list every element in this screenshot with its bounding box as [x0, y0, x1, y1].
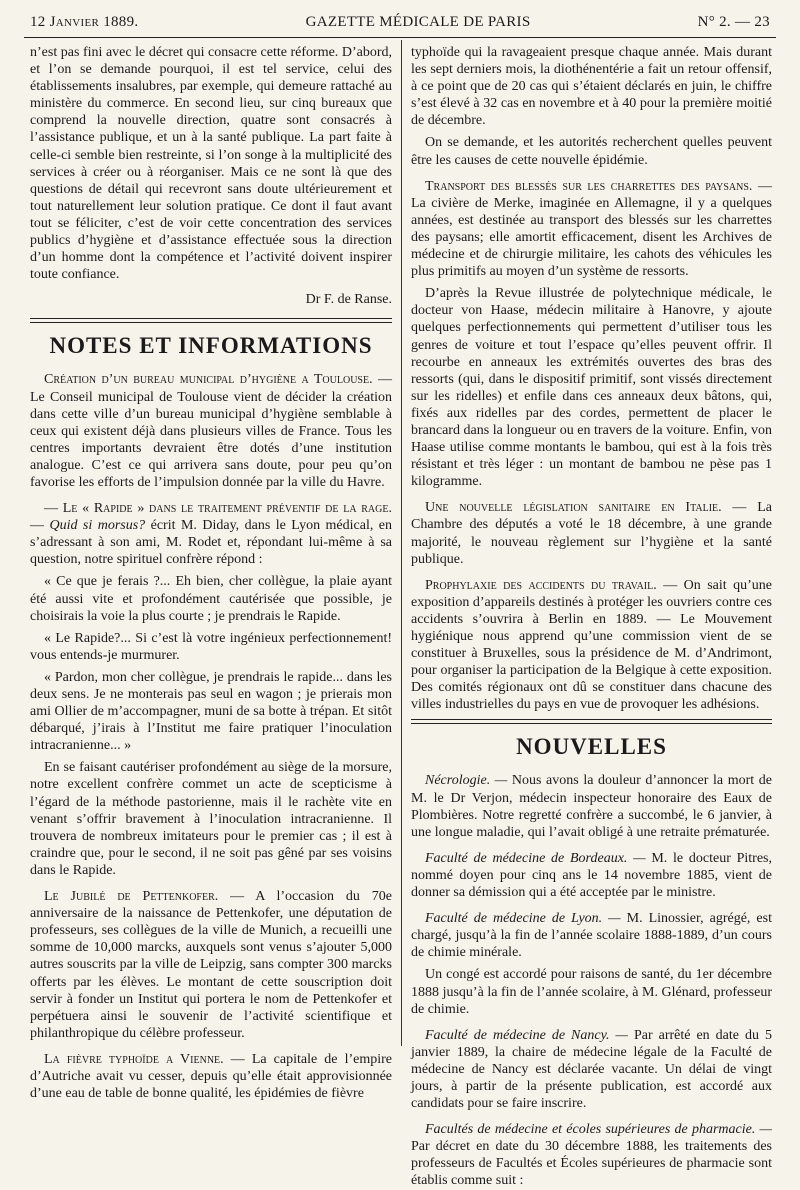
header-number: N° 2. — 23 — [697, 14, 770, 30]
item-prophylaxie — [411, 577, 772, 714]
item-heading: Le Jubilé de Pettenkofer. — — [44, 889, 245, 905]
header-title: GAZETTE MÉDICALE DE PARIS — [305, 14, 531, 30]
item-necrologie — [411, 772, 772, 840]
item-body: La civière de Merke, imaginée en Allemagne, il y a quelques années, est destinée au transport des blessés sur les charrettes des paysans; elle amortit efficacement, disent les Archives de médecine et de chirurgie militaire, les cahots des véhicules les plus primitifs au moyen d’un système de ressorts. — [411, 195, 772, 280]
item-body: On sait qu’une exposition d’appareils destinés à protéger les ouvriers contre ces accidents s’ouvrira à Berlin en 1889. — Le Mouvement hygiénique nous apprend qu’une commission vient de se constituer à Bruxelles, sous la présidence de M. d’Andrimont, pour organiser la participation de la Belgique à cette exposition. Des comités régionaux ont dû se constituer dans chacune des villes industrielles du pays en vue de provoquer les adhésions. — [411, 577, 772, 713]
item-fievre — [30, 1051, 392, 1102]
item-paragraph: D’après la Revue illustrée de polytechnique médicale, le docteur von Haase, médecin militaire à Hanovre, y ajoute quelques perfectionnements qui permettent d’utiliser tous les genres de voiture et tout l’espace qu’elles peuvent offrir. Il recourbe en anneaux les extrémités ouvertes des bras des ressorts (qui, dans le dispositif primitif, sont vissés directement sur les ridelles) et enfile dans ces anneaux deux bâtons, qui, fixés aux ridelles par des cordes, permettent de placer le brancard dans la longueur ou en travers de la voiture. Enfin, von Haase utilise comme montants le bambou, qui est à la fois très résistant et très léger : un montant de bambou ne pèse pas 1 kilogramme. — [411, 286, 772, 490]
right-column — [411, 44, 772, 1189]
item-heading: Une nouvelle législation sanitaire en Italie. — — [425, 500, 747, 516]
item-body: Par décret en date du 30 décembre 1888, les traitements des professeurs de Facultés et Écoles supérieures de pharmacie sont établis comme suit : — [411, 1139, 772, 1189]
item-heading: Facultés de médecine et écoles supérieures de pharmacie. — — [425, 1122, 772, 1138]
column-divider — [401, 40, 402, 1046]
item-bordeaux — [411, 850, 772, 901]
item-body: A l’occasion du 70e anniversaire de la naissance de Pettenkofer, une députation de professeurs, ses collègues de la ville de Munich, a recueilli une somme de 10,000 marcks, auxquels sont venus s’ajouter 5,000 autres souscrits par la ville de Leipzig, sans compter 300 marcks offerts par les élèves. Le montant de cette souscription doit servir à fonder un Institut qui portera le nom de Pettenkofer et perpétuera ainsi le souvenir de l’activité scientifique et philanthropique du célèbre professeur. — [30, 889, 392, 1041]
section-title-notes: NOTES ET INFORMATIONS — [49, 333, 373, 359]
item-body: Le Conseil municipal de Toulouse vient de décider la création dans cette ville d’un bureau municipal d’hygiène semblable à ceux qui existent déjà dans plusieurs villes de France. Tous les centres importants devraient être dotés d’une institution analogue. C’est ce qui arrivera sans doute, pour peu qu’on favorise les efforts de l’impulsion donnée par la ville du Havre. — [30, 389, 392, 490]
item-body: Par arrêté en date du 5 janvier 1889, la chaire de médecine légale de la Faculté de médecine de Nancy est déclarée vacante. Un délai de vingt jours, à partir de la présente publication, est accordé aux candidats pour se faire inscrire. — [411, 1027, 772, 1112]
item-body: M. Linossier, agrégé, est chargé, jusqu’à la fin de l’année scolaire 1888-1889, d’un cours de chimie minérale. — [411, 911, 772, 961]
quote-paragraph: « Ce que je ferais ?... Eh bien, cher collègue, la plaie ayant été aussi vite et profondément cautérisée que possible, je choisirais la voie la plus courte ; je prendrais le Rapide. — [30, 574, 392, 624]
item-body: Nous avons la douleur d’annoncer la mort de M. le Dr Verjon, médecin inspecteur honoraire des Eaux de Plombières. Notre regretté confrère a succombé, le 6 janvier, à une longue maladie, qui l’avait obligé à une retraite prématurée. — [411, 773, 772, 840]
quote-block — [30, 573, 392, 754]
item-heading: La fièvre typhoïde a Vienne. — — [44, 1051, 245, 1067]
left-column — [30, 44, 392, 1102]
item-body: M. le docteur Pitres, nommé doyen pour cinq ans le 14 novembre 1885, vient de donner sa démission qui a été acceptée par le ministre. — [411, 850, 772, 901]
article-continuation: typhoïde qui la ravageaient presque chaque année. Mais durant les sept derniers mois, la diothénentérie a fait un retour offensif, à ce point que de 20 cas qui s’étaient déclarés en juin, le chiffre s’est élevé à 32 cas en novembre et à 40 pour la première moitié de décembre. — [411, 45, 772, 129]
header-date: 12 Janvier 1889. — [30, 14, 139, 30]
item-heading: Faculté de médecine de Bordeaux. — — [425, 850, 646, 866]
item-rapide — [30, 500, 392, 568]
section-title-nouvelles: NOUVELLES — [516, 734, 667, 760]
section-rule — [411, 719, 772, 724]
item-body: écrit M. Diday, dans le Lyon médical, en s’adressant à son ami, M. Rodet et, répondant lui-même à sa question, notre spirituel confrère répond : — [30, 518, 392, 568]
item-heading: Transport des blessés sur les charrettes des paysans. — — [425, 178, 772, 194]
item-nancy — [411, 1027, 772, 1112]
item-lyon — [411, 910, 772, 961]
page-header — [30, 14, 770, 36]
item-legislation — [411, 499, 772, 567]
item-facultes — [411, 1121, 772, 1189]
item-paragraph: En se faisant cautériser profondément au siège de la morsure, notre excellent confrère commet un acte de scepticisme à l’égard de la méthode pastorienne, mais il le rachète vite en venant s’offrir bravement à l’inoculation intracranienne. Il trouvera de nombreux imitateurs pour le premier cas ; il est à craindre que, pour le second, il ne soit pas gêné par ses voisins dans le Rapide. — [30, 760, 392, 878]
item-body: La Chambre des députés a voté le 18 décembre, à une grande majorité, le nouveau règlement sur l’hygiène et la santé publique. — [411, 500, 772, 567]
quote-paragraph: « Le Rapide?... Si c’est là votre ingénieux perfectionnement! vous entends-je murmurer. — [30, 630, 392, 663]
item-paragraph: Un congé est accordé pour raisons de santé, du 1er décembre 1888 jusqu’à la fin de l’année scolaire, à M. Glénard, professeur de chimie. — [411, 967, 772, 1017]
item-quote-latin: Quid si morsus? — [49, 518, 146, 534]
item-heading: Faculté de médecine de Nancy. — — [425, 1027, 628, 1043]
article-continuation: n’est pas fini avec le décret qui consacre cette réforme. D’abord, et l’on se demande pourquoi, il est tel service, celui des établissements insalubres, par exemple, qui demeure rattaché au ministère du commerce. En second lieu, sur cinq bureaux que comprend la nouvelle direction, quatre sont consacrés à l’assistance publique, et un à la santé publique. La part faite à celle-ci semble bien restreinte, si l’on songe à la multiplicité des services à créer ou à réorganiser. Mais ce ne sont là que des questions de détail qui recevront sans doute ultérieurement et tout naturellement leur solution pratique. Ce dont il faut avant tout se féliciter, c’est de voir cette concentration des services publics d’hygiène et d’assistance effectuée sous la direction d’un homme dont la compétence et l’activité doivent inspirer toute confiance. — [30, 45, 392, 283]
section-rule — [30, 318, 392, 323]
item-body: La capitale de l’empire d’Autriche avait vu cesser, depuis qu’elle était approvisionnée d’une eau de table de bonne qualité, les épidémies de fièvre — [30, 1051, 392, 1102]
header-rule — [24, 37, 776, 38]
item-paragraph: On se demande, et les autorités recherchent quelles peuvent être les causes de cette nouvelle épidémie. — [411, 135, 772, 168]
item-jubile — [30, 888, 392, 1042]
item-heading: Faculté de médecine de Lyon. — — [425, 911, 621, 927]
author-signature: Dr F. de Ranse. — [305, 292, 392, 308]
item-transport — [411, 178, 772, 281]
item-heading: Prophylaxie des accidents du travail. — — [425, 577, 678, 593]
quote-paragraph: « Pardon, mon cher collègue, je prendrais le rapide... dans les deux sens. Je ne monterais pas seul en wagon ; je prierais mon ami Ollier de m’accompagner, muni de sa botte à trépan. Et sitôt débarqué, j’irais à l’Institut me faire pratiquer l’inoculation intracranienne... » — [30, 669, 392, 754]
item-heading: Nécrologie. — — [425, 773, 508, 789]
item-heading: — Le « Rapide » dans le traitement préventif de la rage. — — [30, 501, 392, 534]
item-creation-bureau — [30, 371, 392, 491]
item-heading: Création d’un bureau municipal d’hygiène a Toulouse. — — [44, 372, 392, 388]
